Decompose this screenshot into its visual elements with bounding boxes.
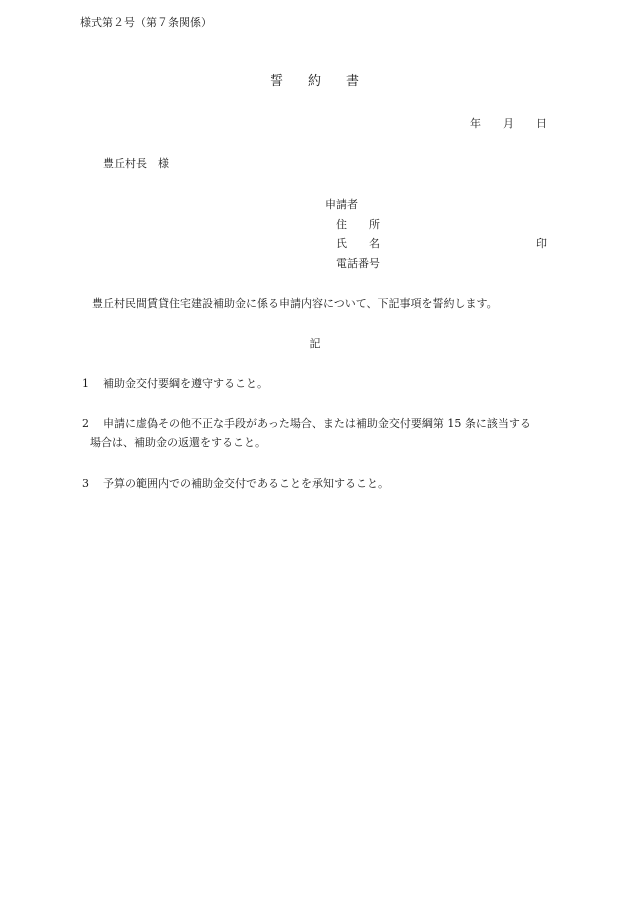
pledge-statement: 豊丘村民間賃貸住宅建設補助金に係る申請内容について、下記事項を誓約します。 [92,297,498,310]
list-item-number: 3 [82,477,89,490]
title-char: 約 [307,74,322,89]
seal-mark: 印 [536,237,547,250]
list-item-text: 予算の範囲内での補助金交付であることを承知すること。 [103,477,389,490]
addressee: 豊丘村長 様 [103,157,169,170]
list-item-text-continuation: 場合は、補助金の返還をすること。 [90,436,266,449]
list-item-number: 2 [82,417,89,430]
date-day-label: 日 [536,117,547,130]
title-char: 書 [346,74,361,89]
date-year-label: 年 [470,117,481,130]
applicant-address-label: 住 所 [336,218,380,231]
list-item-number: 1 [82,377,89,390]
applicant-name-label: 氏 名 [336,237,380,250]
applicant-phone-label: 電話番号 [336,257,380,270]
form-number: 様式第２号（第７条関係） [80,16,212,29]
record-heading: 記 [309,337,321,350]
list-item-text: 補助金交付要綱を遵守すること。 [103,377,268,390]
title-char: 誓 [269,74,284,89]
document-title [0,75,630,89]
applicant-heading: 申請者 [325,198,358,211]
date-month-label: 月 [503,117,514,130]
list-item-text: 申請に虚偽その他不正な手段があった場合、または補助金交付要綱第 15 条に該当する [103,417,531,430]
date-line [470,117,547,131]
